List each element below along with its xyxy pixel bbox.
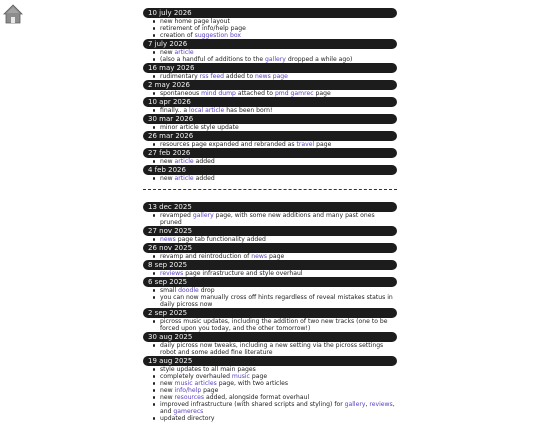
- item-text: page infrastructure and style overhaul: [183, 270, 303, 277]
- list-item: [149, 415, 397, 422]
- item-text: page, with some new additions and many past ones pruned: [160, 212, 375, 226]
- entry-date: 10 july 2026: [143, 8, 397, 18]
- item-text: page: [249, 373, 268, 380]
- item-text: page, with two articles: [216, 380, 289, 387]
- item-text: finally.. a: [160, 107, 190, 114]
- changelog-entry: [143, 63, 397, 80]
- link[interactable]: resources: [174, 394, 205, 401]
- changelog-entry: [143, 356, 397, 422]
- item-text: , and: [160, 401, 395, 415]
- link[interactable]: info/help: [174, 387, 202, 394]
- item-text: (also a handful of additions to the: [160, 56, 266, 63]
- entry-date: 7 july 2026: [143, 39, 397, 49]
- entry-date: 13 dec 2025: [143, 202, 397, 212]
- entry-date: 2 sep 2025: [143, 308, 397, 318]
- item-text: added to: [223, 73, 255, 80]
- list-item: [149, 212, 397, 226]
- changelog-entry: [143, 97, 397, 114]
- link[interactable]: pmd gamrec: [274, 90, 314, 97]
- entry-items: [143, 366, 397, 422]
- list-item: [149, 270, 397, 277]
- item-text: added, alongside format overhaul: [204, 394, 310, 401]
- link[interactable]: article: [174, 158, 194, 165]
- link[interactable]: suggestion box: [194, 32, 241, 39]
- item-text: page: [314, 141, 332, 148]
- entry-date: 8 sep 2025: [143, 260, 397, 270]
- item-text: new: [160, 394, 175, 401]
- list-item: [149, 175, 397, 182]
- changelog-entry: [143, 260, 397, 277]
- link[interactable]: rss feed: [199, 73, 224, 80]
- link[interactable]: article: [174, 175, 194, 182]
- entry-date: 16 may 2026: [143, 63, 397, 73]
- item-text: has been born!: [224, 107, 273, 114]
- changelog-entry: [143, 131, 397, 148]
- entry-items: [143, 270, 397, 277]
- list-item: [149, 380, 397, 387]
- link[interactable]: article: [174, 49, 194, 56]
- changelog-entry: [143, 226, 397, 243]
- list-item: [149, 107, 397, 114]
- entry-items: [143, 18, 397, 39]
- list-item: [149, 401, 397, 415]
- item-text: retirement of info/help page: [160, 25, 246, 32]
- entry-date: 6 sep 2025: [143, 277, 397, 287]
- item-text: picross music updates, including the addition of two new tracks (one to be forced upon you today, and the other tomorrow!): [160, 318, 388, 332]
- section-divider: [143, 189, 397, 190]
- list-item: [149, 394, 397, 401]
- item-text: small: [160, 287, 179, 294]
- changelog-entry: [143, 332, 397, 356]
- item-text: added: [193, 175, 215, 182]
- item-text: new: [160, 380, 175, 387]
- changelog-entry: [143, 8, 397, 39]
- entry-items: [143, 73, 397, 80]
- list-item: [149, 236, 397, 243]
- entry-items: [143, 124, 397, 131]
- entry-items: [143, 212, 397, 226]
- item-text: updated directory: [160, 415, 215, 422]
- entry-items: [143, 49, 397, 63]
- link[interactable]: local article: [189, 107, 225, 114]
- item-text: page: [313, 90, 331, 97]
- list-item: [149, 32, 397, 39]
- item-text: page tab functionality added: [175, 236, 266, 243]
- list-item: [149, 158, 397, 165]
- list-item: [149, 253, 397, 260]
- entry-date: 2 may 2026: [143, 80, 397, 90]
- entry-items: [143, 253, 397, 260]
- changelog-entry: [143, 243, 397, 260]
- home-icon[interactable]: [3, 4, 23, 24]
- changelog-entry: [143, 165, 397, 182]
- item-text: ,: [365, 401, 370, 408]
- item-text: creation of: [160, 32, 195, 39]
- changelog-entry: [143, 148, 397, 165]
- item-text: revamped: [160, 212, 193, 219]
- item-text: improved infrastructure (with shared scripts and styling) for: [160, 401, 345, 408]
- changelog-entry: [143, 39, 397, 63]
- item-text: revamp and reintroduction of: [160, 253, 252, 260]
- list-item: [149, 73, 397, 80]
- link[interactable]: gamerecs: [173, 408, 204, 415]
- changelog-entry: [143, 202, 397, 226]
- entry-date: 27 feb 2026: [143, 148, 397, 158]
- entry-items: [143, 236, 397, 243]
- changelog-entry: [143, 308, 397, 332]
- changelog-entry: [143, 277, 397, 308]
- link[interactable]: news page: [255, 73, 288, 80]
- item-text: added: [193, 158, 215, 165]
- list-item: [149, 318, 397, 332]
- item-text: resources page expanded and rebranded as: [160, 141, 297, 148]
- link[interactable]: news: [160, 236, 176, 243]
- entry-date: 19 aug 2025: [143, 356, 397, 366]
- item-text: daily picross now tweaks, including a new setting via the picross settings robot and some added fine literature: [160, 342, 384, 356]
- link[interactable]: gallery: [192, 212, 214, 219]
- item-text: you can now manually cross off hints regardless of reveal mistakes status in daily picross now: [160, 294, 393, 308]
- link[interactable]: travel: [296, 141, 315, 148]
- link[interactable]: gallery: [344, 401, 366, 408]
- list-item: [149, 387, 397, 394]
- link[interactable]: reviews: [369, 401, 393, 408]
- entry-items: [143, 342, 397, 356]
- link[interactable]: news: [251, 253, 268, 260]
- item-text: rudimentary: [160, 73, 200, 80]
- list-item: [149, 56, 397, 63]
- item-text: completely overhauled: [160, 373, 232, 380]
- item-text: minor article style update: [160, 124, 239, 131]
- entry-date: 30 mar 2026: [143, 114, 397, 124]
- changelog-entry: [143, 80, 397, 97]
- entry-date: 4 feb 2026: [143, 165, 397, 175]
- item-text: drop: [198, 287, 215, 294]
- changelog-entry: [143, 114, 397, 131]
- entry-date: 27 nov 2025: [143, 226, 397, 236]
- entry-date: 10 apr 2026: [143, 97, 397, 107]
- list-item: [149, 18, 397, 25]
- item-text: new: [160, 175, 175, 182]
- item-text: page: [267, 253, 285, 260]
- list-item: [149, 294, 397, 308]
- link[interactable]: gallery: [265, 56, 286, 63]
- list-item: [149, 342, 397, 356]
- entry-date: 30 aug 2025: [143, 332, 397, 342]
- entry-date: 26 nov 2025: [143, 243, 397, 253]
- item-text: page: [201, 387, 219, 394]
- list-item: [149, 90, 397, 97]
- list-item: [149, 25, 397, 32]
- item-text: new: [160, 49, 175, 56]
- item-text: attached to: [235, 90, 275, 97]
- entry-items: [143, 158, 397, 165]
- link[interactable]: music: [231, 373, 250, 380]
- entry-items: [143, 141, 397, 148]
- item-text: new: [160, 158, 175, 165]
- list-item: [149, 141, 397, 148]
- list-item: [149, 49, 397, 56]
- entry-items: [143, 90, 397, 97]
- changelog: [143, 8, 397, 422]
- item-text: spontaneous: [160, 90, 202, 97]
- link[interactable]: mind dump: [201, 90, 236, 97]
- entry-items: [143, 318, 397, 332]
- link[interactable]: reviews: [160, 270, 184, 277]
- item-text: style updates to all main pages: [160, 366, 256, 373]
- list-item: [149, 366, 397, 373]
- entry-items: [143, 107, 397, 114]
- list-item: [149, 373, 397, 380]
- item-text: dropped a while ago): [285, 56, 353, 63]
- link[interactable]: music articles: [174, 380, 217, 387]
- entry-items: [143, 287, 397, 308]
- list-item: [149, 124, 397, 131]
- item-text: new: [160, 387, 175, 394]
- link[interactable]: doodle: [178, 287, 199, 294]
- entry-items: [143, 175, 397, 182]
- list-item: [149, 287, 397, 294]
- item-text: new home page layout: [160, 18, 230, 25]
- entry-date: 26 mar 2026: [143, 131, 397, 141]
